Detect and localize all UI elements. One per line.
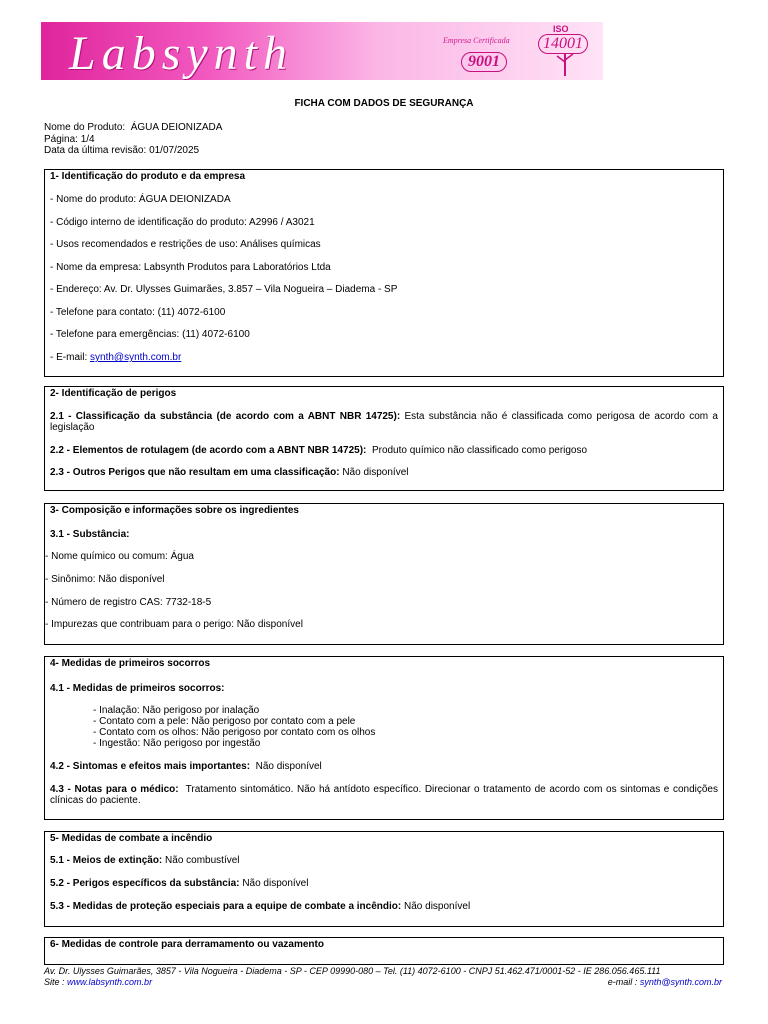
s2-classification-text: Esta substância não é classificada como perigosa de acordo com a legislação (50, 411, 718, 433)
section-6 (44, 937, 724, 965)
s1-phone-emergency: - Telefone para emergências: (11) 4072-6100 (50, 329, 250, 340)
product-label: Nome do Produto: (44, 122, 126, 133)
footer-site-label: Site : (44, 977, 65, 987)
s2-labeling-heading: 2.2 - Elementos de rotulagem (de acordo com a ABNT NBR 14725): (50, 445, 367, 456)
s1-email-line (50, 352, 718, 363)
s4-inhalation: - Inalação: Não perigoso por inalação (93, 705, 260, 716)
s4-symptoms-text: Não disponível (255, 761, 322, 772)
product-meta (44, 122, 222, 157)
s4-eye-contact: - Contato com os olhos: Não perigoso por contato com os olhos (93, 727, 376, 738)
document-title: FICHA COM DADOS DE SEGURANÇA (294, 98, 474, 109)
section-2-title: 2- Identificação de perigos (50, 388, 177, 399)
iso14001-seal (533, 24, 603, 78)
s3-impurities: - Impurezas que contribuam para o perigo: Não disponível (45, 619, 303, 630)
footer-site-link[interactable]: www.labsynth.com.br (67, 977, 153, 987)
footer-address: Av. Dr. Ulysses Guimarães, 3857 - Vila Nogueira - Diadema - SP - CEP 09990-080 – Tel. (11) 4072-6100 - CNPJ 51.462.471/0001-52 - IE 286.056.465.111 (44, 966, 661, 976)
s5-specific-hazards-heading: 5.2 - Perigos específicos da substância: (50, 878, 240, 889)
s2-classification (50, 411, 718, 433)
s1-email-label: - E-mail: (50, 352, 88, 363)
s4-first-aid-label: 4.1 - Medidas de primeiros socorros: (50, 683, 225, 694)
s4-notes-doctor-heading: 4.3 - Notas para o médico: (50, 784, 179, 795)
s2-other-hazards-heading: 2.3 - Outros Perigos que não resultam em uma classificação: (50, 467, 340, 478)
s1-address: - Endereço: Av. Dr. Ulysses Guimarães, 3.857 – Vila Nogueira – Diadema - SP (50, 284, 398, 295)
s4-symptoms-heading: 4.2 - Sintomas e efeitos mais importantes: (50, 761, 251, 772)
section-5-title: 5- Medidas de combate a incêndio (50, 833, 213, 844)
section-4 (44, 656, 724, 820)
footer-contacts (44, 977, 722, 988)
s1-email-link[interactable]: synth@synth.com.br (90, 352, 182, 363)
section-4-title: 4- Medidas de primeiros socorros (50, 658, 211, 669)
iso14001-number: 14001 (538, 34, 588, 54)
s5-extinguishing-heading: 5.1 - Meios de extinção: (50, 855, 163, 866)
revision-value: 01/07/2025 (149, 145, 200, 156)
iso9001-seal: 9001 (461, 52, 507, 72)
section-3-title: 3- Composição e informações sobre os ingredientes (50, 505, 299, 516)
meta-revision-line (44, 145, 222, 157)
s2-other-hazards-text: Não disponível (342, 467, 409, 478)
page-footer (44, 966, 722, 988)
s2-labeling (50, 445, 718, 456)
s5-specific-hazards (50, 878, 718, 889)
s1-uses: - Usos recomendados e restrições de uso: Análises químicas (50, 239, 321, 250)
s3-substance-heading (50, 529, 718, 540)
section-3 (44, 503, 724, 645)
s1-product-name: - Nome do produto: ÁGUA DEIONIZADA (50, 194, 231, 205)
section-6-title: 6- Medidas de controle para derramamento ou vazamento (50, 939, 324, 950)
s5-extinguishing-text: Não combustível (165, 855, 240, 866)
s5-protection-measures (50, 901, 718, 912)
iso-label: ISO (553, 24, 569, 34)
s5-protection-heading: 5.3 - Medidas de proteção especiais para a equipe de combate a incêndio: (50, 901, 402, 912)
s3-chemical-name: - Nome químico ou comum: Água (45, 551, 194, 562)
s1-internal-code: - Código interno de identificação do produto: A2996 / A3021 (50, 217, 315, 228)
product-value: ÁGUA DEIONIZADA (130, 122, 223, 133)
section-5 (44, 831, 724, 927)
revision-label: Data da última revisão: (44, 145, 147, 156)
header-banner (41, 22, 603, 80)
s3-substance-label: 3.1 - Substância: (50, 529, 130, 540)
s2-other-hazards (50, 467, 718, 478)
s2-labeling-text: Produto químico não classificado como perigoso (371, 445, 588, 456)
certified-label: Empresa Certificada (443, 36, 510, 45)
s3-cas-number: - Número de registro CAS: 7732-18-5 (45, 597, 212, 608)
s4-symptoms (50, 761, 718, 772)
s2-classification-heading: 2.1 - Classificação da substância (de acordo com a ABNT NBR 14725): (50, 411, 401, 422)
s4-first-aid-heading (50, 683, 718, 694)
s4-skin-contact: - Contato com a pele: Não perigoso por contato com a pele (93, 716, 356, 727)
meta-product-line (44, 122, 222, 134)
section-2 (44, 386, 724, 491)
page-value: 1/4 (80, 133, 95, 145)
section-1-title: 1- Identificação do produto e da empresa (50, 171, 246, 182)
s3-synonym: - Sinônimo: Não disponível (45, 574, 165, 585)
meta-page-line (44, 134, 222, 146)
footer-email-link[interactable]: synth@synth.com.br (639, 977, 722, 987)
section-1 (44, 169, 724, 377)
s4-ingestion: - Ingestão: Não perigoso por ingestão (93, 738, 261, 749)
footer-email (608, 977, 722, 988)
footer-email-label: e-mail : (607, 977, 638, 987)
company-logo: Labsynth (69, 27, 294, 80)
footer-site (44, 977, 152, 988)
s1-company-name: - Nome da empresa: Labsynth Produtos para Laboratórios Ltda (50, 262, 331, 273)
s4-notes-doctor (50, 784, 718, 806)
tree-icon (533, 24, 603, 78)
s5-specific-hazards-text: Não disponível (242, 878, 309, 889)
s1-phone-contact: - Telefone para contato: (11) 4072-6100 (50, 307, 226, 318)
s5-protection-text: Não disponível (404, 901, 471, 912)
s4-notes-doctor-text: Tratamento sintomático. Não há antídoto específico. Direcionar o tratamento de acordo com os sintomas e condições clínicas do paciente. (50, 784, 718, 806)
page-label: Página: (44, 133, 78, 145)
s5-extinguishing-media (50, 855, 718, 866)
